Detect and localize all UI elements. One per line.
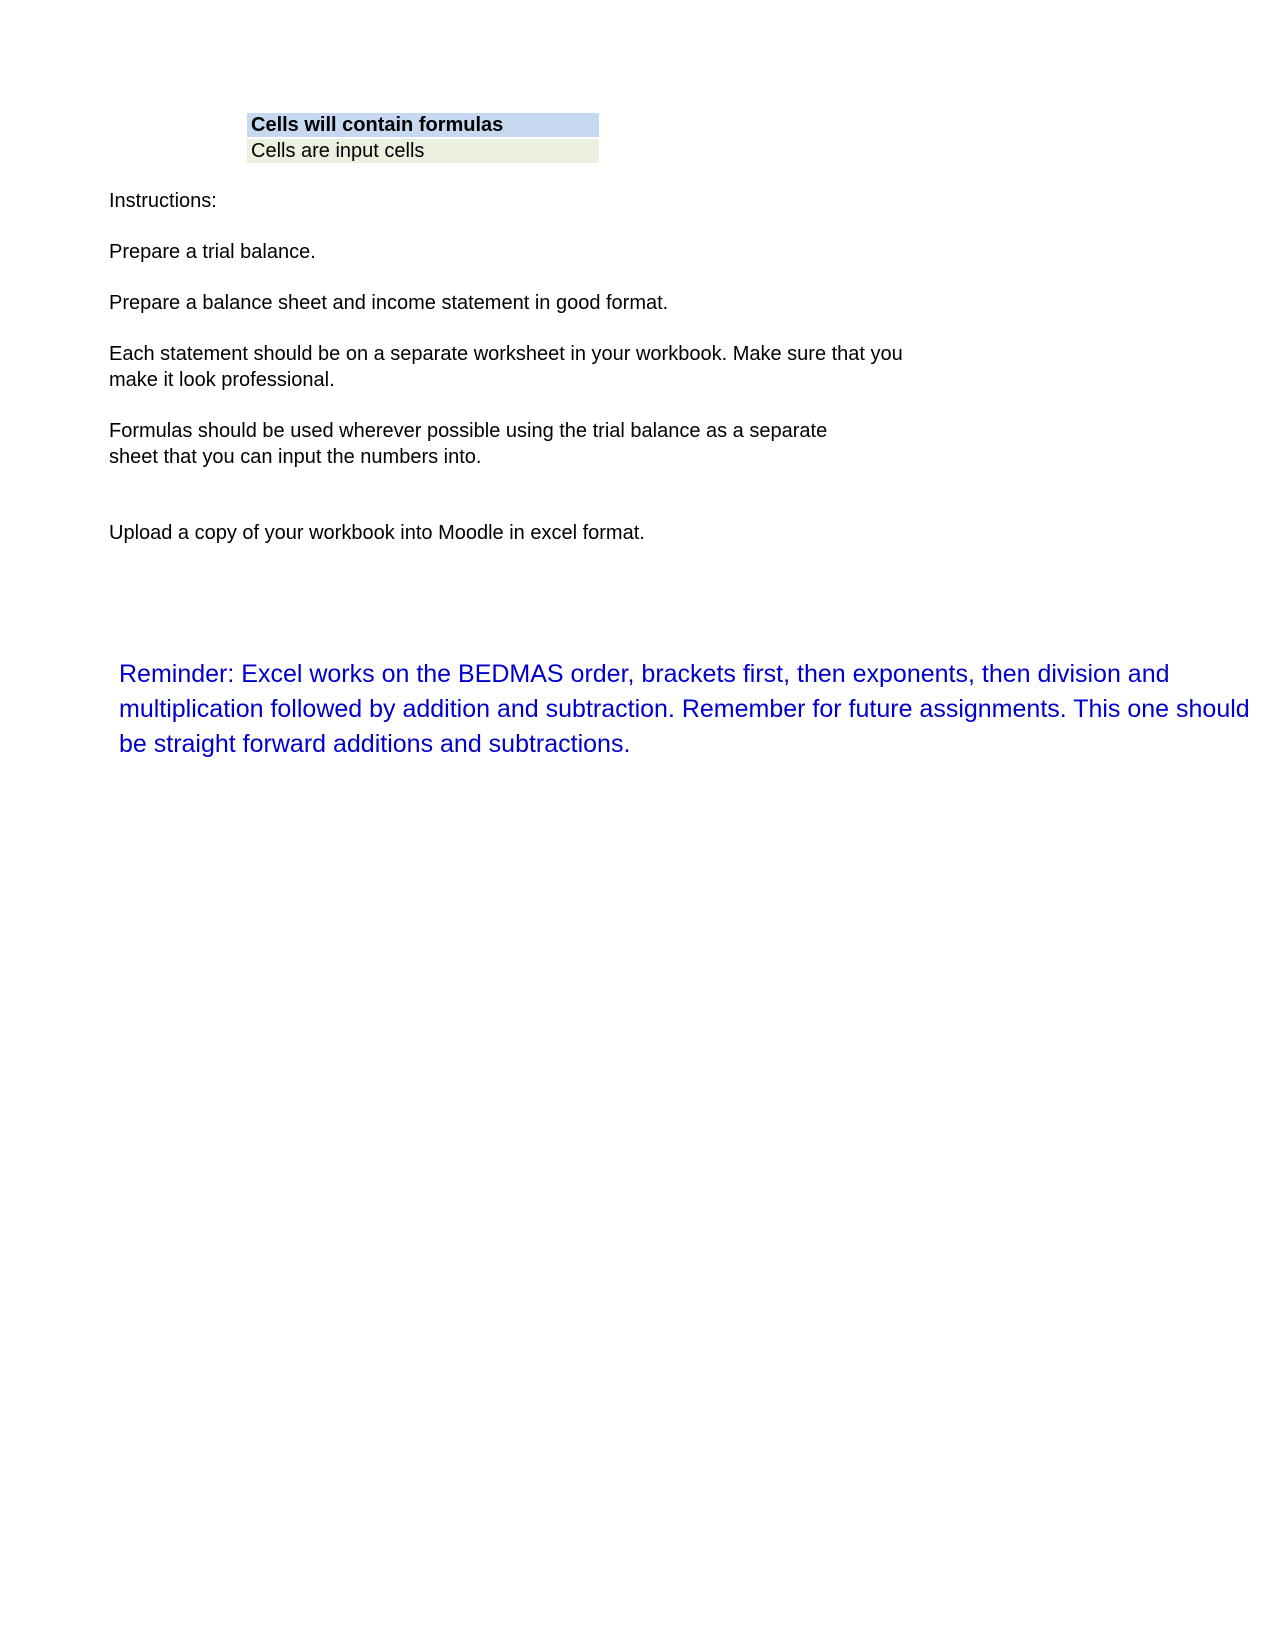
reminder-line: multiplication followed by addition and subtraction. Remember for future assignments. This one should: [119, 695, 1250, 723]
instruction-formulas: Formulas should be used wherever possible using the trial balance as a separate: [109, 420, 828, 442]
instruction-input-numbers: sheet that you can input the numbers into.: [109, 446, 482, 468]
reminder-line: be straight forward additions and subtractions.: [119, 730, 631, 758]
input-cells-legend: Cells are input cells: [247, 139, 599, 163]
cell-color-legend: [247, 113, 599, 163]
instruction-statements: Prepare a balance sheet and income statement in good format.: [109, 292, 669, 314]
formula-cells-legend: Cells will contain formulas: [247, 113, 599, 137]
instruction-professional: make it look professional.: [109, 369, 335, 391]
reminder-line: Reminder: Excel works on the BEDMAS order, brackets first, then exponents, then division and: [119, 660, 1170, 688]
instruction-upload: Upload a copy of your workbook into Moodle in excel format.: [109, 522, 645, 544]
instructions-heading: Instructions:: [109, 190, 217, 212]
instruction-separate-worksheets: Each statement should be on a separate worksheet in your workbook. Make sure that you: [109, 343, 903, 365]
bedmas-reminder: [119, 657, 1264, 762]
instruction-trial-balance: Prepare a trial balance.: [109, 241, 316, 263]
